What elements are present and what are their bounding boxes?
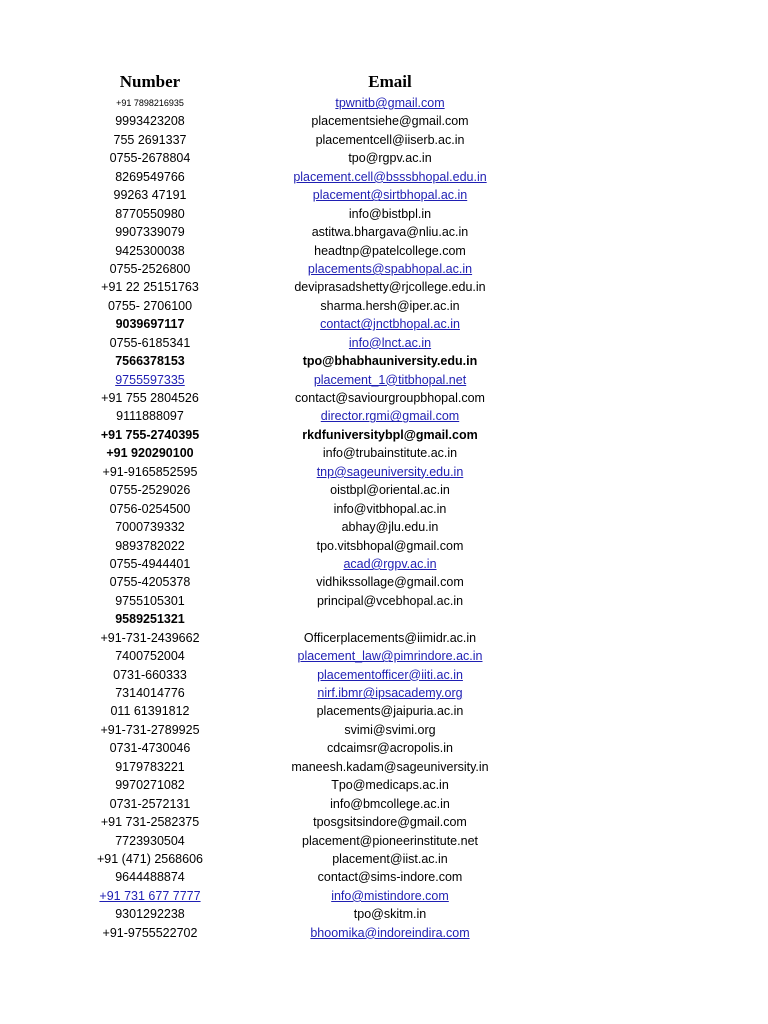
phone-number: +91-731-2439662: [100, 630, 200, 645]
phone-number: 7000739332: [115, 520, 185, 535]
phone-link[interactable]: +91 731 677 7777: [99, 888, 201, 903]
table-row: [0, 149, 768, 167]
table-row: [0, 481, 768, 499]
table-row: [0, 702, 768, 720]
table-row: [0, 426, 768, 444]
phone-number: +91 7898216935: [116, 98, 184, 108]
phone-number: +91 731-2582375: [100, 815, 200, 830]
email-address: placement@pioneerinstitute.net: [302, 833, 478, 848]
phone-number: 9589251321: [115, 612, 185, 627]
table-row: [0, 223, 768, 241]
email-address: rkdfuniversitybpl@gmail.com: [302, 427, 478, 442]
phone-number: 7723930504: [115, 833, 185, 848]
email-address: deviprasadshetty@rjcollege.edu.in: [294, 280, 486, 295]
table-row: [0, 186, 768, 204]
table-row: [0, 813, 768, 831]
email-address: tpo@bhabhauniversity.edu.in: [302, 354, 478, 369]
phone-number: 0755-6185341: [109, 335, 191, 350]
email-address: svimi@svimi.org: [344, 722, 436, 737]
email-link[interactable]: placement.cell@bsssbhopal.edu.in: [293, 169, 487, 184]
phone-number: +91 755-2740395: [100, 427, 200, 442]
phone-number: +91-731-2789925: [100, 722, 200, 737]
phone-number: +91 755 2804526: [101, 391, 199, 405]
table-row: [0, 721, 768, 739]
number-column-header: Number: [119, 72, 181, 91]
table-row: [0, 500, 768, 518]
table-row: [0, 684, 768, 702]
table-row: [0, 629, 768, 647]
phone-number: 8269549766: [115, 169, 185, 184]
table-row: [0, 739, 768, 757]
email-link[interactable]: tpwnitb@gmail.com: [335, 96, 445, 110]
email-address: maneesh.kadam@sageuniversity.in: [291, 759, 489, 774]
phone-number: 9301292238: [115, 907, 185, 922]
email-address: contact@saviourgroupbhopal.com: [295, 391, 485, 405]
table-row: [0, 555, 768, 573]
table-row: [0, 112, 768, 130]
phone-number: 011 61391812: [110, 704, 190, 719]
phone-number: 0731-4730046: [109, 741, 191, 756]
table-row: [0, 537, 768, 555]
email-link[interactable]: placement_law@pimrindore.ac.in: [297, 649, 483, 664]
phone-number: +91-9165852595: [102, 464, 198, 479]
email-address: contact@sims-indore.com: [317, 870, 463, 885]
email-link[interactable]: placements@spabhopal.ac.in: [307, 261, 473, 276]
email-address: Officerplacements@iimidr.ac.in: [303, 630, 477, 645]
email-address: vidhikssollage@gmail.com: [316, 575, 464, 590]
phone-number: 9425300038: [115, 243, 185, 258]
phone-number: 9755105301: [115, 593, 185, 608]
phone-number: 9179783221: [115, 759, 185, 774]
email-address: cdcaimsr@acropolis.in: [327, 741, 453, 756]
phone-number: +91-9755522702: [102, 925, 198, 940]
phone-number: 8770550980: [115, 206, 185, 221]
table-row: [0, 242, 768, 260]
phone-number: 0755-4944401: [109, 556, 191, 571]
table-row: [0, 352, 768, 370]
email-address: info@bistbpl.in: [348, 206, 432, 221]
email-link[interactable]: contact@jnctbhopal.ac.in: [320, 317, 460, 332]
email-address: placementcell@iiserb.ac.in: [315, 132, 465, 147]
table-row: [0, 905, 768, 923]
phone-number: +91 (471) 2568606: [97, 851, 203, 866]
table-row: [0, 573, 768, 591]
phone-number: 7400752004: [115, 649, 185, 664]
phone-number: 99263 47191: [113, 188, 187, 203]
phone-number: +91 22 25151763: [101, 280, 199, 295]
phone-number: 0731-660333: [113, 667, 187, 682]
table-row: [0, 315, 768, 333]
email-link[interactable]: placementofficer@iiti.ac.in: [317, 667, 463, 682]
table-row: [0, 371, 768, 389]
phone-number: 9970271082: [115, 778, 185, 793]
phone-number: 0731-2572131: [109, 796, 191, 811]
phone-number: 0755-4205378: [109, 575, 191, 590]
table-row: [0, 463, 768, 481]
table-row: [0, 444, 768, 462]
phone-link[interactable]: 9755597335: [115, 372, 185, 387]
table-row: [0, 260, 768, 278]
table-row: [0, 168, 768, 186]
email-link[interactable]: tnp@sageuniversity.edu.in: [316, 464, 464, 479]
phone-number: +91 920290100: [106, 446, 194, 461]
email-address: Tpo@medicaps.ac.in: [331, 778, 449, 793]
phone-number: 9644488874: [115, 870, 185, 885]
table-row: [0, 297, 768, 315]
email-address: astitwa.bhargava@nliu.ac.in: [311, 225, 469, 240]
table-row: [0, 278, 768, 296]
table-body: [0, 94, 768, 942]
table-row: [0, 94, 768, 112]
email-link[interactable]: placement@sirtbhopal.ac.in: [312, 188, 468, 203]
email-address: tposgsitsindore@gmail.com: [313, 815, 467, 830]
email-address: info@vitbhopal.ac.in: [333, 501, 447, 516]
table-row: [0, 795, 768, 813]
table-row: [0, 647, 768, 665]
table-row: [0, 666, 768, 684]
contact-table: [0, 72, 768, 942]
email-address: tpo.vitsbhopal@gmail.com: [316, 538, 464, 553]
phone-number: 9039697117: [115, 317, 185, 332]
table-row: [0, 832, 768, 850]
phone-number: 9907339079: [115, 225, 185, 240]
email-link[interactable]: info@mistindore.com: [331, 888, 449, 903]
table-header: [0, 72, 768, 94]
phone-number: 9111888097: [116, 409, 184, 424]
table-row: [0, 592, 768, 610]
table-row: [0, 389, 768, 407]
email-link[interactable]: director.rgmi@gmail.com: [320, 409, 460, 424]
phone-number: 755 2691337: [113, 132, 187, 147]
email-address: principal@vcebhopal.ac.in: [316, 593, 464, 608]
table-row: [0, 758, 768, 776]
table-row: [0, 334, 768, 352]
phone-number: 0755-2678804: [109, 151, 191, 166]
email-address: info@trubainstitute.ac.in: [322, 446, 458, 461]
table-row: [0, 924, 768, 942]
email-link[interactable]: acad@rgpv.ac.in: [343, 556, 437, 571]
email-address: info@bmcollege.ac.in: [330, 796, 450, 811]
phone-number: 9893782022: [115, 538, 185, 553]
email-link[interactable]: info@lnct.ac.in: [348, 335, 432, 350]
email-address: tpo@skitm.in: [353, 907, 427, 922]
email-address: tpo@rgpv.ac.in: [348, 151, 432, 166]
email-address: placementsiehe@gmail.com: [311, 114, 469, 129]
email-link[interactable]: bhoomika@indoreindira.com: [310, 925, 470, 940]
table-row: [0, 407, 768, 425]
email-address: abhay@jlu.edu.in: [341, 520, 439, 535]
phone-number: 9993423208: [115, 114, 185, 129]
email-address: placements@jaipuria.ac.in: [316, 704, 464, 719]
table-row: [0, 131, 768, 149]
email-link[interactable]: nirf.ibmr@ipsacademy.org: [317, 686, 463, 700]
email-address: headtnp@patelcollege.com: [314, 243, 466, 258]
email-address: sharma.hersh@iper.ac.in: [320, 298, 460, 313]
phone-number: 0755- 2706100: [107, 298, 193, 313]
email-link[interactable]: placement_1@titbhopal.net: [313, 372, 467, 387]
table-row: [0, 610, 768, 628]
phone-number: 7314014776: [115, 686, 185, 700]
email-address: placement@iist.ac.in: [332, 851, 448, 866]
table-row: [0, 518, 768, 536]
phone-number: 7566378153: [115, 354, 185, 369]
phone-number: 0755-2529026: [109, 483, 191, 498]
table-row: [0, 205, 768, 223]
table-row: [0, 887, 768, 905]
table-row: [0, 776, 768, 794]
table-row: [0, 850, 768, 868]
email-address: oistbpl@oriental.ac.in: [330, 483, 450, 498]
phone-number: 0756-0254500: [109, 501, 191, 516]
phone-number: 0755-2526800: [109, 261, 191, 276]
email-column-header: Email: [368, 72, 412, 91]
table-row: [0, 868, 768, 886]
